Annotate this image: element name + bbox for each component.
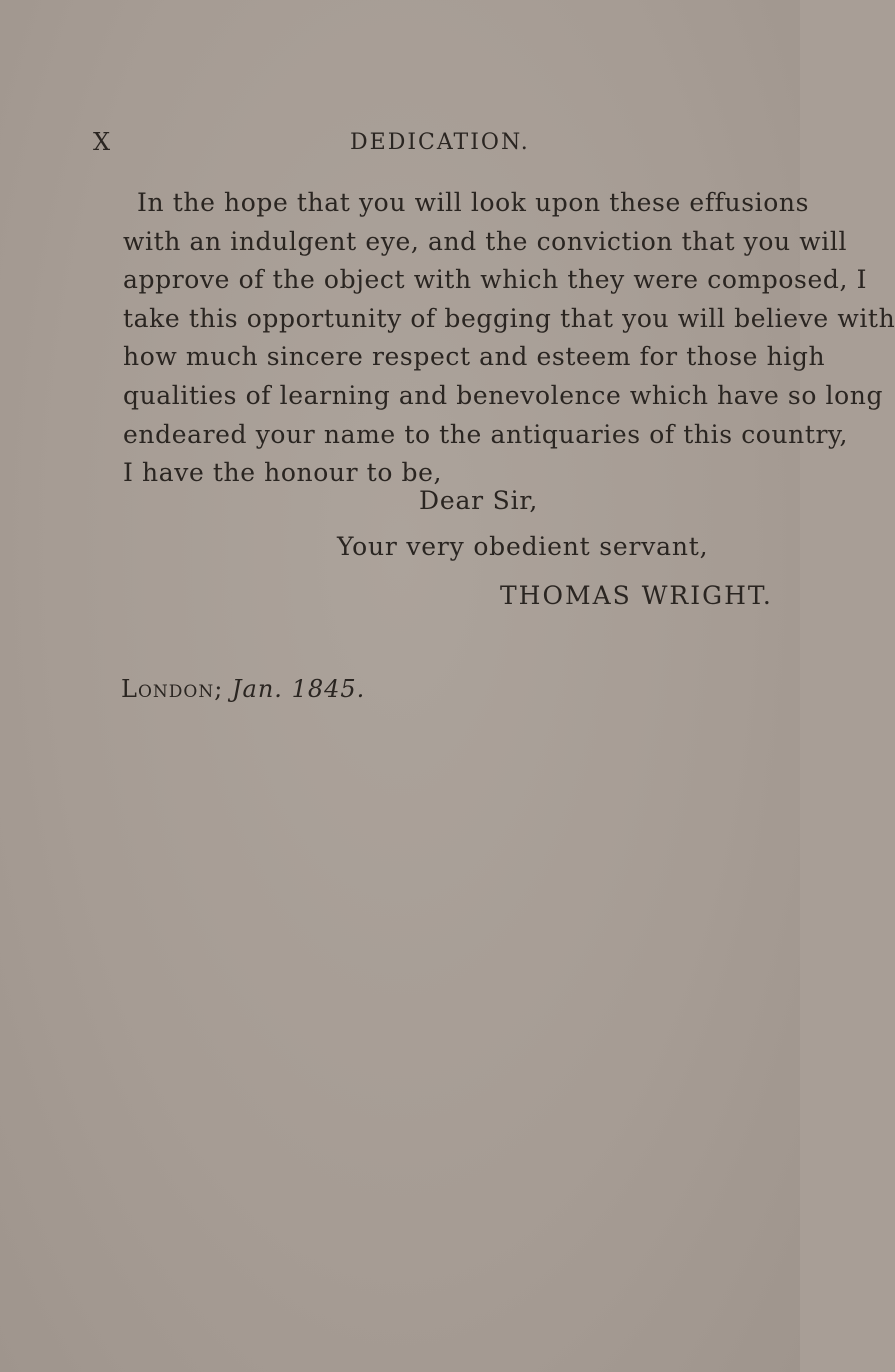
paragraph-line: In the hope that you will look upon these effusions bbox=[137, 188, 810, 217]
page-header bbox=[0, 128, 800, 164]
paragraph-line: qualities of learning and benevolence which have so long bbox=[123, 380, 884, 410]
place-date-separator: ; bbox=[214, 675, 232, 703]
dedication-paragraph bbox=[123, 184, 895, 493]
valediction: Your very obedient servant, bbox=[337, 532, 709, 561]
paragraph-line: take this opportunity of begging that you will believe with bbox=[123, 303, 895, 333]
paragraph-line: approve of the object with which they were composed, I bbox=[123, 265, 868, 295]
running-head: DEDICATION. bbox=[350, 130, 530, 155]
paragraph-line: I have the honour to be, bbox=[123, 458, 443, 488]
salutation: Dear Sir, bbox=[419, 486, 539, 515]
paragraph-line: how much sincere respect and esteem for those high bbox=[123, 342, 826, 372]
place: London bbox=[121, 675, 215, 703]
place-and-date bbox=[121, 675, 365, 703]
date: Jan. 1845. bbox=[231, 675, 366, 703]
signature: THOMAS WRIGHT. bbox=[500, 581, 773, 610]
page-number: X bbox=[93, 128, 112, 156]
paragraph-line: with an indulgent eye, and the conviction that you will bbox=[123, 226, 848, 256]
paragraph-line: endeared your name to the antiquaries of this country, bbox=[123, 419, 849, 449]
